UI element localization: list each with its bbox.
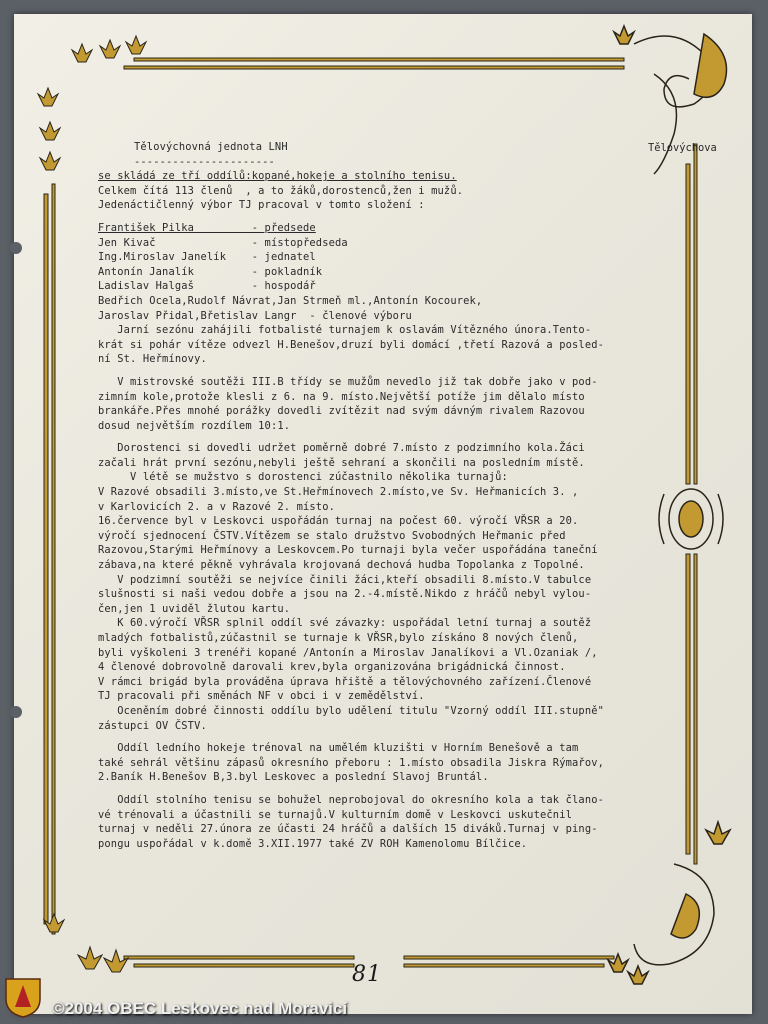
border-bar-bottom-right-inner: [404, 964, 604, 967]
text-line: Ing.Miroslav Janelík - jednatel: [98, 251, 316, 264]
text-line: V létě se mužstvo s dorostenci zúčastnilo několika turnajů:: [98, 471, 508, 484]
border-bar-right: [686, 164, 690, 484]
text-line: Oceněním dobré činnosti oddílu bylo udělení titulu "Vzorný oddíl III.stupně": [98, 704, 605, 717]
text-line: turnaj v neděli 27.února ze účasti 24 hráčů a dalších 15 diváků.Turnaj v ping-: [98, 823, 598, 836]
text-line: vé trénovali a účastnili se turnajů.V kulturním domě v Leskovci uskutečnil: [98, 808, 573, 821]
text-line: TJ pracovali při směnách NF v obci i v zemědělství.: [98, 690, 425, 703]
tulip-ornaments-bottom-left: [44, 914, 128, 972]
text-line: brankáře.Přes mnohé porážky dovedli zvítězit nad svým dávným rivalem Razovou: [98, 405, 585, 418]
border-bar-top-inner: [124, 66, 624, 69]
text-line: Jaroslav Přidal,Břetislav Langr - členové výboru: [98, 309, 412, 322]
text-line: zábava,na které pěkně vyhrávala krojovaná dechová hudba Topolanka z Topolné.: [98, 559, 585, 572]
text-line: mladých fotbalistů,zúčastnil se turnaje k VŘSR,bylo získáno 8 nových členů,: [98, 632, 579, 644]
text-line: Razovou,Starými Heřmínovy a Leskovcem.Po turnaji byla večer uspořádána taneční: [98, 544, 598, 557]
text-line: byli vyškoleni 3 trenéři kopané /Antonín a Miroslav Janalíkovi a Vl.Ozaniak /,: [98, 646, 598, 659]
border-bar-right-lower: [686, 554, 690, 854]
border-bar-left: [44, 194, 48, 924]
paragraph-gap: [98, 367, 658, 375]
text-line: čen,jen 1 uviděl žlutou kartu.: [98, 602, 291, 615]
medallion-ornament-right: [659, 489, 723, 549]
text-line: zimním kole,protože klesli z 6. na 9. místo.Největší potíže jim dělalo místo: [98, 390, 585, 403]
text-line: ní St. Heřmínovy.: [98, 353, 207, 366]
text-line: 2.Baník H.Benešov B,3.byl Leskovec a poslední Slavoj Bruntál.: [98, 771, 489, 784]
border-bar-bottom-left-inner: [134, 964, 354, 967]
text-line: 4 členové dobrovolně darovali krev,byla organizována brigádnická činnost.: [98, 661, 566, 674]
paragraph-gap: [98, 733, 658, 741]
coat-of-arms-logo: [2, 975, 44, 1019]
text-line: František Pilka - předsede: [98, 221, 316, 234]
paragraph-gap: [98, 433, 658, 441]
text-line: také sehrál většinu zápasů okresního přeboru : 1.místo obsadila Jiskra Rýmařov,: [98, 756, 605, 769]
text-line: K 60.výročí VŘSR splnil oddíl své závazky: uspořádal letní turnaj a soutěž: [98, 617, 592, 630]
text-line: krát si pohár vítěze odvezl H.Benešov,druzí byli domácí ,třetí Razová a posled-: [98, 338, 605, 351]
text-line: v Karlovicích 2. a v Razové 2. místo.: [98, 500, 336, 513]
text-line: V Razové obsadili 3.místo,ve St.Heřmínovech 2.místo,ve Sv. Heřmanicích 3. ,: [98, 486, 579, 499]
border-bar-right-lower-inner: [694, 554, 697, 864]
border-bar-bottom-right: [404, 956, 614, 959]
paragraph-gap: [98, 785, 658, 793]
document-page: [14, 14, 752, 1014]
corner-label: Tělovýchova: [648, 142, 717, 154]
border-bar-top: [134, 58, 624, 61]
text-line: Bedřich Ocela,Rudolf Návrat,Jan Strmeň ml.,Antonín Kocourek,: [98, 294, 483, 307]
border-bar-right-inner: [694, 144, 697, 484]
paragraph-gap: [98, 213, 658, 221]
text-line: začali hrát první sezónu,nebyli ještě sehraní a skončili na posledním místě.: [98, 456, 585, 469]
text-line: Antonín Janalík - pokladník: [98, 265, 323, 278]
text-line: V mistrovské soutěži III.B třídy se mužům nevedlo již tak dobře jako v pod-: [98, 375, 598, 388]
text-line: Oddíl ledního hokeje trénoval na umělém kluzišti v Horním Benešově a tam: [98, 742, 579, 755]
border-bar-bottom-left: [124, 956, 354, 959]
text-line: ----------------------: [134, 155, 275, 168]
border-bar-left-inner: [52, 184, 55, 934]
text-line: Jen Kivač - místopředseda: [98, 236, 348, 249]
text-line: se skládá ze tří oddílů:kopané,hokeje a stolního tenisu.: [98, 170, 457, 183]
text-line: zástupci OV ČSTV.: [98, 719, 207, 732]
text-line: výročí sjednocení ČSTV.Vítězem se stalo družstvo Svobodných Heřmanic před: [98, 529, 566, 542]
text-line: slušnosti si naši vedou dobře a jsou na 2.-4.místě.Nikdo z hráčů nebyl vylou-: [98, 588, 592, 601]
text-line: dosud největším rozdílem 10:1.: [98, 419, 291, 432]
text-line: Dorostenci si dovedli udržet poměrně dobré 7.místo z podzimního kola.Žáci: [98, 442, 585, 455]
document-body: [98, 140, 658, 851]
text-line: 16.července byl v Leskovci uspořádán turnaj na počest 60. výročí VŘSR a 20.: [98, 515, 579, 528]
text-line: Jedenáctičlenný výbor TJ pracoval v tomto složení :: [98, 199, 425, 212]
text-line: V rámci brigád byla prováděna úprava hřiště a tělovýchovného zařízení.Členové: [98, 675, 592, 688]
text-line: Tělovýchovná jednota LNH: [134, 141, 288, 153]
text-line: V podzimní soutěži se nejvíce činili žáci,kteří obsadili 8.místo.V tabulce: [98, 573, 592, 586]
text-line: pongu uspořádal v k.domě 3.XII.1977 také ZV ROH Kamenolomu Bílčice.: [98, 837, 528, 850]
text-line: Oddíl stolního tenisu se bohužel neprobojoval do okresního kola a tak člano-: [98, 793, 605, 806]
page-number: 81: [352, 962, 382, 987]
footer-bar: [0, 997, 768, 1024]
text-line: Ladislav Halgaš - hospodář: [98, 280, 316, 293]
text-line: Celkem čítá 113 členů , a to žáků,dorostenců,žen i mužů.: [98, 184, 464, 197]
text-line: Jarní sezónu zahájili fotbalisté turnajem k oslavám Vítězného února.Tento-: [98, 324, 592, 337]
copyright-text: ©2004 OBEC Leskovec nad Moravicí: [52, 999, 348, 1018]
